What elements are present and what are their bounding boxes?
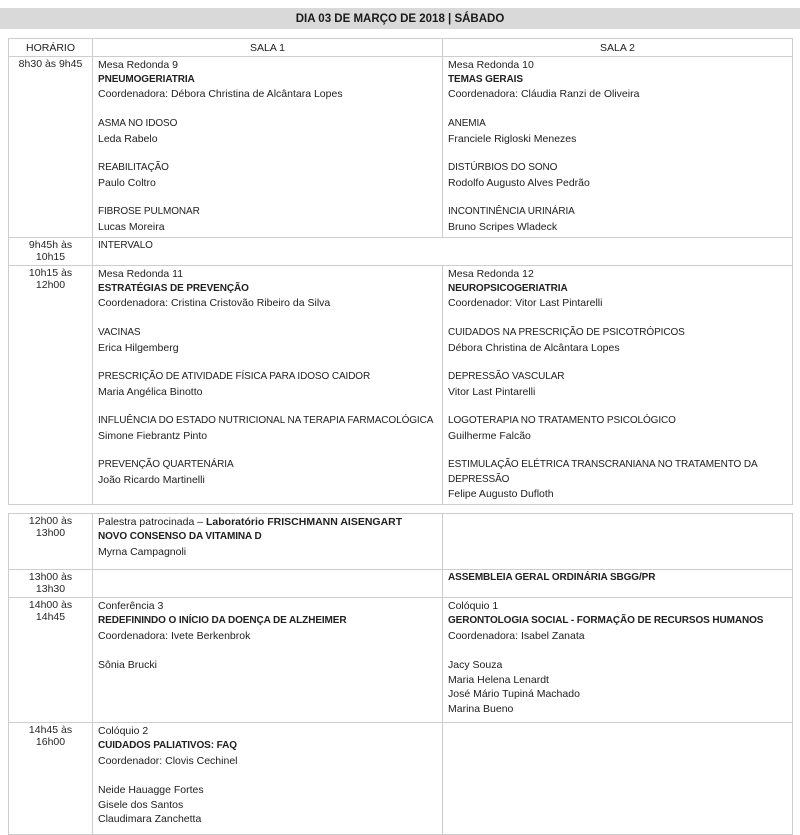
column-header-sala1: SALA 1 <box>93 39 443 57</box>
talk-item <box>98 117 437 146</box>
talk-item <box>98 458 437 487</box>
session-type-label: Colóquio 1 <box>448 600 499 613</box>
talk-topic: PRESCRIÇÃO DE ATIVIDADE FÍSICA PARA IDOSO CAIDOR <box>98 370 371 382</box>
time-cell: 9h45h às 10h15 <box>9 238 93 266</box>
session-title: ESTRATÉGIAS DE PREVENÇÃO <box>98 282 249 294</box>
session-title: CUIDADOS PALIATIVOS: FAQ <box>98 739 237 751</box>
talk-topic: PREVENÇÃO QUARTENÁRIA <box>98 459 234 471</box>
time-cell: 14h45 às 16h00 <box>9 723 93 835</box>
time-cell: 14h00 às 14h45 <box>9 598 93 723</box>
talk-item <box>448 117 787 146</box>
session-type-label: Mesa Redonda 10 <box>448 59 534 71</box>
date-header-title: DIA 03 DE MARÇO DE 2018 | SÁBADO <box>295 12 505 25</box>
schedule-table-afternoon <box>8 513 793 835</box>
coordinator-label: Coordenadora: Débora Christina de Alcântara Lopes <box>98 88 343 101</box>
time-cell: 10h15 às 12h00 <box>9 266 93 505</box>
table-row <box>9 514 793 570</box>
talk-item <box>448 326 787 355</box>
talk-topic: INFLUÊNCIA DO ESTADO NUTRICIONAL NA TERAPIA FARMACOLÓGICA <box>98 414 434 426</box>
speaker-list <box>448 658 787 717</box>
coordinator-label: Coordenador: Vitor Last Pintarelli <box>448 297 603 310</box>
coordinator-label: Coordenadora: Isabel Zanata <box>448 629 585 642</box>
talk-item <box>98 161 437 190</box>
schedule-table-morning <box>8 38 793 505</box>
talk-speaker: Paulo Coltro <box>98 176 156 189</box>
session-title: NEUROPSICOGERIATRIA <box>448 282 568 294</box>
interval-row <box>9 238 793 266</box>
session-type-label: Mesa Redonda 11 <box>98 268 184 280</box>
table-row <box>9 723 793 835</box>
empty-cell <box>443 514 793 570</box>
sponsor-name: Laboratório FRISCHMANN AISENGART <box>205 516 403 529</box>
talk-topic: DEPRESSÃO VASCULAR <box>448 370 565 382</box>
talk-item <box>98 326 437 355</box>
session-cell-sala2 <box>443 266 793 505</box>
talk-item <box>448 370 787 399</box>
time-cell: 8h30 às 9h45 <box>9 57 93 238</box>
session-title: TEMAS GERAIS <box>448 73 523 85</box>
session-type-label: Mesa Redonda 9 <box>98 59 178 71</box>
talk-speaker: Leda Rabelo <box>98 132 158 145</box>
talk-speaker: Bruno Scripes Wladeck <box>448 220 558 233</box>
talk-topic: ASMA NO IDOSO <box>98 117 178 129</box>
coordinator-label: Coordenador: Clovis Cechinel <box>98 754 238 767</box>
empty-cell <box>443 723 793 835</box>
speaker-list <box>98 658 437 673</box>
session-cell-sala2 <box>443 57 793 238</box>
column-header-sala2: SALA 2 <box>443 39 793 57</box>
session-type-label: Colóquio 2 <box>98 725 149 738</box>
talk-topic: LOGOTERAPIA NO TRATAMENTO PSICOLÓGICO <box>448 414 676 426</box>
interval-label: INTERVALO <box>98 240 153 251</box>
speaker-name: Neide Hauagge Fortes <box>98 783 204 796</box>
table-row <box>9 570 793 598</box>
talk-item <box>448 205 787 234</box>
talk-speaker: Guilherme Falcão <box>448 429 531 442</box>
talk-speaker: Myrna Campagnoli <box>98 545 187 558</box>
talk-topic: ANEMIA <box>448 117 486 129</box>
talk-item <box>448 458 787 502</box>
talk-topic: DISTÚRBIOS DO SONO <box>448 161 558 173</box>
session-title: PNEUMOGERIATRIA <box>98 73 195 85</box>
talk-speaker: Simone Fiebrantz Pinto <box>98 429 208 442</box>
table-header-row <box>9 39 793 57</box>
talk-item <box>98 370 437 399</box>
talk-topic: REABILITAÇÃO <box>98 161 169 173</box>
coordinator-label: Coordenadora: Ivete Berkenbrok <box>98 629 251 642</box>
table-row <box>9 598 793 723</box>
session-cell-sala1 <box>93 514 443 570</box>
assembly-label: ASSEMBLEIA GERAL ORDINÁRIA SBGG/PR <box>448 572 656 584</box>
talk-item <box>98 205 437 234</box>
talk-topic: FIBROSE PULMONAR <box>98 205 200 217</box>
speaker-list <box>98 783 437 827</box>
session-cell-sala1 <box>93 598 443 723</box>
time-cell: 12h00 às 13h00 <box>9 514 93 570</box>
speaker-name: Claudimara Zanchetta <box>98 813 202 826</box>
talk-item <box>448 161 787 190</box>
session-cell-sala1 <box>93 266 443 505</box>
session-type-label: Conferência 3 <box>98 600 164 613</box>
talk-speaker: João Ricardo Martinelli <box>98 473 205 486</box>
column-header-horario: HORÁRIO <box>9 39 93 57</box>
talk-speaker: Lucas Moreira <box>98 220 165 233</box>
talk-speaker: Franciele Rigloski Menezes <box>448 132 577 145</box>
coordinator-label: Coordenadora: Cláudia Ranzi de Oliveira <box>448 88 640 101</box>
session-title: REDEFININDO O INÍCIO DA DOENÇA DE ALZHEIMER <box>98 614 347 626</box>
session-type-label: Mesa Redonda 12 <box>448 268 534 280</box>
speaker-name: Sônia Brucki <box>98 658 157 671</box>
speaker-name: Gisele dos Santos <box>98 798 184 811</box>
time-cell: 13h00 às 13h30 <box>9 570 93 598</box>
sponsored-lecture-prefix: Palestra patrocinada – <box>98 516 206 529</box>
interval-cell <box>93 238 793 266</box>
talk-speaker: Rodolfo Augusto Alves Pedrão <box>448 176 590 189</box>
talk-topic: INCONTINÊNCIA URINÁRIA <box>448 205 575 217</box>
talk-speaker: Vitor Last Pintarelli <box>448 385 536 398</box>
session-cell-sala2 <box>443 598 793 723</box>
speaker-name: José Mário Tupiná Machado <box>448 688 580 701</box>
talk-item <box>448 414 787 443</box>
assembly-cell <box>443 570 793 598</box>
talk-speaker: Débora Christina de Alcântara Lopes <box>448 341 620 354</box>
speaker-name: Jacy Souza <box>448 658 503 671</box>
speaker-name: Maria Helena Lenardt <box>448 673 549 686</box>
empty-cell <box>93 570 443 598</box>
session-cell-sala1 <box>93 57 443 238</box>
talk-speaker: Erica Hilgemberg <box>98 341 179 354</box>
talk-speaker: Maria Angélica Binotto <box>98 385 203 398</box>
session-title: NOVO CONSENSO DA VITAMINA D <box>98 530 262 542</box>
sponsored-lecture-label <box>98 515 437 530</box>
speaker-name: Marina Bueno <box>448 703 514 716</box>
talk-topic: ESTIMULAÇÃO ELÉTRICA TRANSCRANIANA NO TRATAMENTO DA DEPRESSÃO <box>448 459 758 485</box>
talk-topic: VACINAS <box>98 326 141 338</box>
session-title: GERONTOLOGIA SOCIAL - FORMAÇÃO DE RECURSOS HUMANOS <box>448 614 764 626</box>
table-row <box>9 266 793 505</box>
talk-topic: CUIDADOS NA PRESCRIÇÃO DE PSICOTRÓPICOS <box>448 326 685 338</box>
session-cell-sala1 <box>93 723 443 835</box>
talk-item <box>98 414 437 443</box>
date-header <box>0 8 800 29</box>
table-row <box>9 57 793 238</box>
talk-speaker: Felipe Augusto Dufloth <box>448 488 554 501</box>
coordinator-label: Coordenadora: Cristina Cristovão Ribeiro da Silva <box>98 297 331 310</box>
